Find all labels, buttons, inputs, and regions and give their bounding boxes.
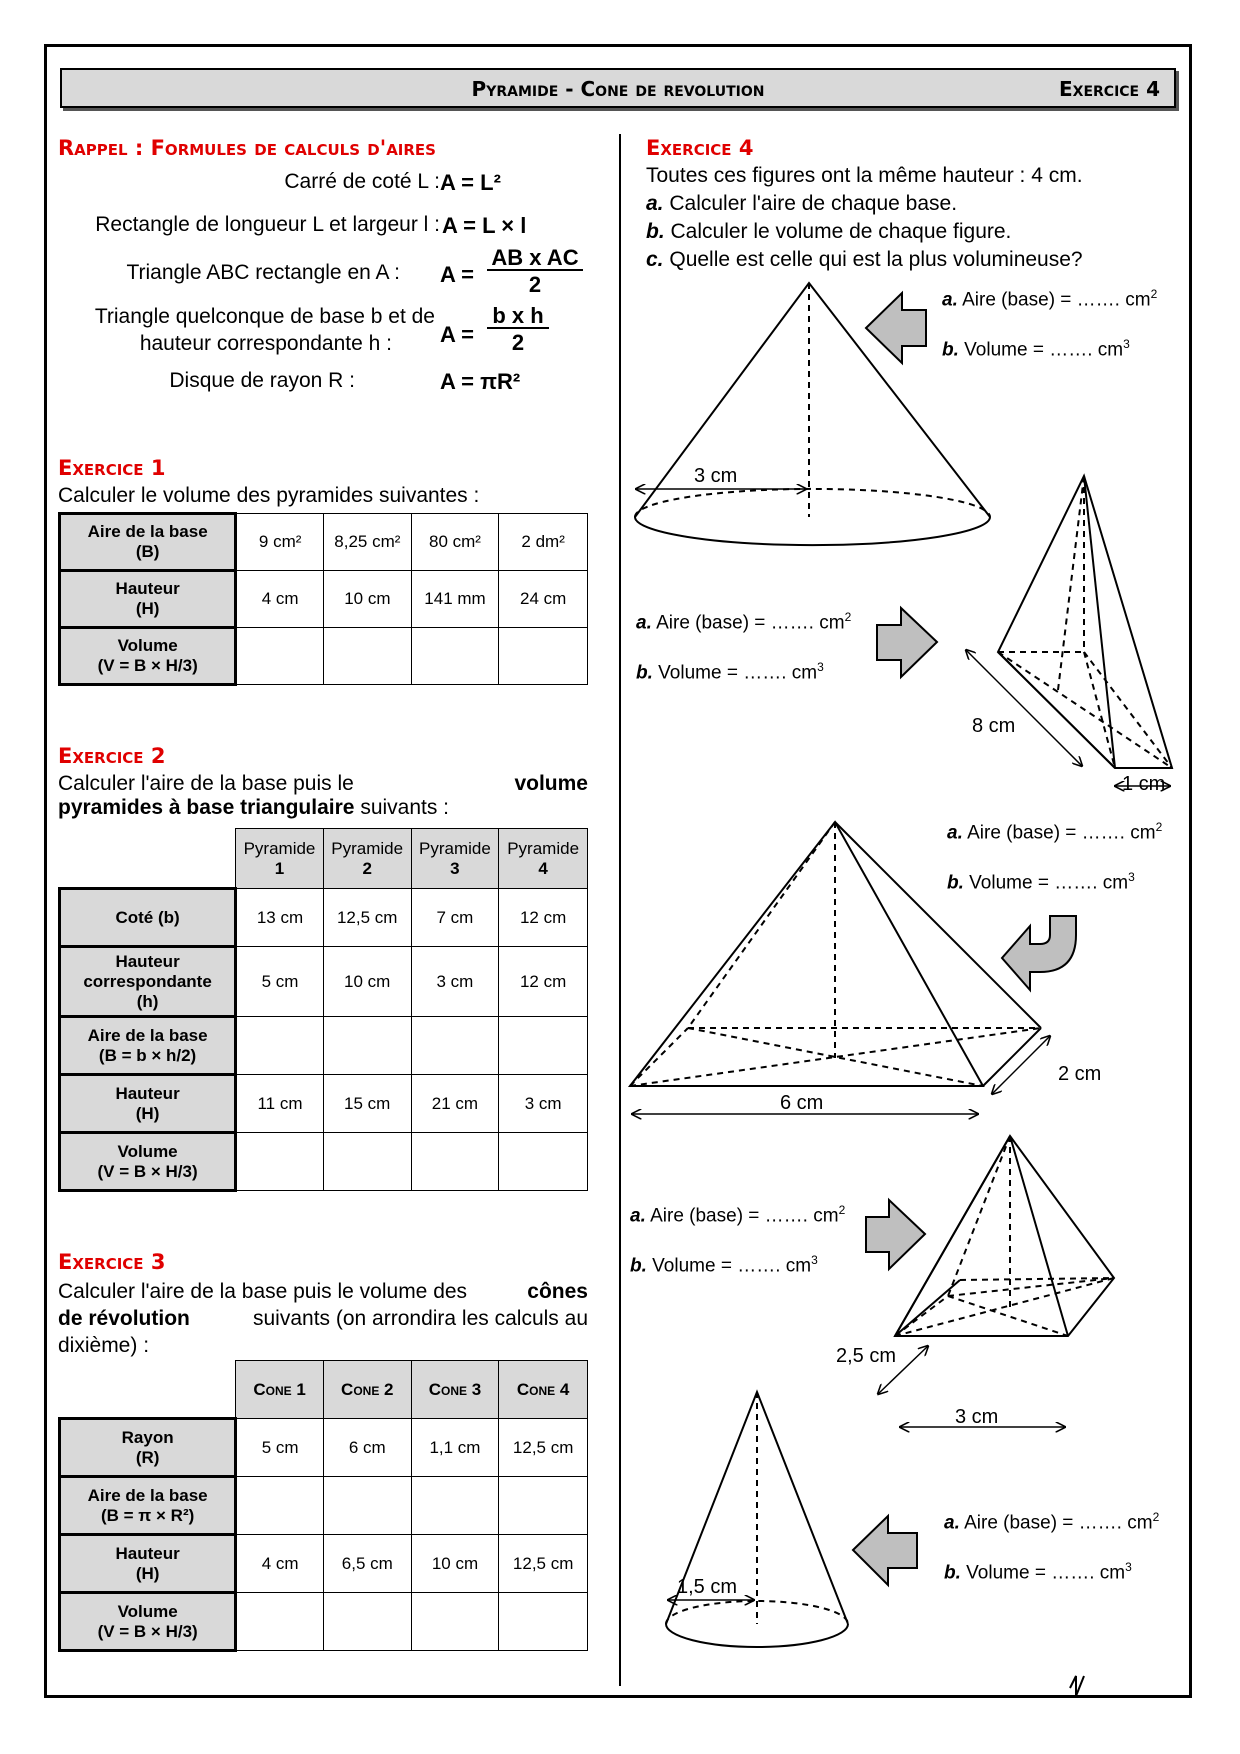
table-row: Coté (b) 13 cm 12,5 cm 7 cm 12 cm bbox=[60, 889, 588, 947]
formula-label-triangle-1: Triangle quelconque de base b et de bbox=[94, 305, 435, 328]
cone-figure-2 bbox=[666, 1392, 848, 1647]
dim-rect-depth: 2 cm bbox=[1058, 1063, 1102, 1085]
formula-triangle-num: b x h bbox=[487, 305, 549, 329]
table-row: Rayon (R) 5 cm 6 cm 1,1 cm 12,5 cm bbox=[60, 1419, 588, 1477]
table-header-row: Cone 1 Cone 2 Cone 3 Cone 4 bbox=[60, 1361, 588, 1419]
formula-label-disque: Disque de rayon R : bbox=[169, 369, 355, 392]
table-cell: 2 dm² bbox=[499, 514, 588, 571]
fig1-volume: b. Volume = ……. $cm^3$ bbox=[942, 337, 1130, 361]
formula-label-rectangle: Rectangle de longueur L et largeur l : bbox=[95, 213, 440, 236]
row-header: Aire de la base (B) bbox=[60, 514, 236, 571]
row-header: Volume (V = B × H/3) bbox=[60, 628, 236, 685]
cone-figure-1 bbox=[635, 283, 990, 545]
fig1-aire: a. Aire (base) = ……. $cm^2$ bbox=[942, 287, 1158, 311]
table-header-row: Pyramide 1 Pyramide 2 Pyramide 3 Pyramide 4 bbox=[60, 829, 588, 889]
arrow-left-icon bbox=[866, 293, 926, 363]
ex4-intro: Toutes ces figures ont la même hauteur : 4 cm. bbox=[646, 164, 1083, 187]
table-cell: 8,25 cm² bbox=[324, 514, 412, 571]
fig4-aire: a. Aire (base) = ……. $cm^2$ bbox=[630, 1203, 846, 1227]
formula-label-triangle-rect: Triangle ABC rectangle en A : bbox=[126, 261, 400, 284]
formula-triangle-lhs: A = bbox=[440, 322, 475, 347]
arrow-right-icon bbox=[866, 1200, 925, 1269]
formula-label-carre: Carré de coté L : bbox=[284, 170, 440, 193]
table-row: Aire de la base (B = π × R²) bbox=[60, 1477, 588, 1535]
formula-triangle-rect-num: AB x AC bbox=[487, 247, 583, 271]
ex4-question-a: a. Calculer l'aire de chaque base. bbox=[646, 192, 958, 215]
ex3-title: Exercice 3 bbox=[58, 1250, 166, 1274]
formula-triangle-rect-den: 2 bbox=[528, 272, 542, 297]
dim-pent-side: 3 cm bbox=[955, 1406, 999, 1428]
triangular-pyramid-figure bbox=[966, 476, 1172, 786]
table-row: Volume (V = B × H/3) bbox=[60, 1593, 588, 1651]
fig3-volume: b. Volume = ……. $cm^3$ bbox=[947, 870, 1135, 894]
ex2-text: Calculer l'aire de la base puis le volume pyramides à base triangulaire suivants : bbox=[58, 772, 588, 819]
dim-pent-depth: 2,5 cm bbox=[836, 1345, 897, 1367]
table-row: Aire de la base (B = b × h/2) bbox=[60, 1017, 588, 1075]
formula-carre: A = L² bbox=[440, 170, 501, 195]
ex4-question-c: c. Quelle est celle qui est la plus volumineuse? bbox=[646, 248, 1083, 271]
table-cell: 141 mm bbox=[411, 571, 499, 628]
dim-cone2-radius: 1,5 cm bbox=[677, 1576, 738, 1598]
arrow-left-icon bbox=[853, 1516, 917, 1585]
ex1-text: Calculer le volume des pyramides suivantes : bbox=[58, 484, 480, 507]
formula-disque: A = πR² bbox=[440, 369, 521, 394]
table-row: Hauteur (H) 11 cm 15 cm 21 cm 3 cm bbox=[60, 1075, 588, 1133]
pentagonal-pyramid-figure bbox=[878, 1136, 1114, 1427]
table-cell: 9 cm² bbox=[236, 514, 324, 571]
table-cell: 24 cm bbox=[499, 571, 588, 628]
dim-rect-width: 6 cm bbox=[780, 1092, 824, 1114]
fig2-volume: b. Volume = ……. $cm^3$ bbox=[636, 660, 824, 684]
fig5-volume: b. Volume = ……. $cm^3$ bbox=[944, 1560, 1132, 1584]
curved-arrow-icon bbox=[1002, 916, 1076, 990]
dim-tri-base: 1 cm bbox=[1122, 773, 1166, 795]
dim-tri-side: 8 cm bbox=[972, 715, 1016, 737]
fig2-aire: a. Aire (base) = ……. $cm^2$ bbox=[636, 610, 852, 634]
ex4-question-b: b. Calculer le volume de chaque figure. bbox=[646, 220, 1012, 243]
formula-triangle-den: 2 bbox=[511, 330, 525, 355]
arrow-right-icon bbox=[877, 608, 937, 677]
rectangular-pyramid-figure bbox=[630, 822, 1050, 1114]
table-row: Hauteur correspondante (h) 5 cm 10 cm 3 cm 12 cm bbox=[60, 947, 588, 1017]
ex3-text: Calculer l'aire de la base puis le volume des cônes de révolution suivants (on arrondira les calculs au dixième) : bbox=[58, 1280, 588, 1357]
table-cell: 4 cm bbox=[236, 571, 324, 628]
rappel-title: Rappel : Formules de calculs d'aires bbox=[58, 136, 436, 160]
fig4-volume: b. Volume = ……. $cm^3$ bbox=[630, 1253, 818, 1277]
table-row: Hauteur (H) 4 cm 6,5 cm 10 cm 12,5 cm bbox=[60, 1535, 588, 1593]
table-row: Volume (V = B × H/3) bbox=[60, 1133, 588, 1191]
formula-triangle-rect-lhs: A = bbox=[440, 262, 475, 287]
fig5-aire: a. Aire (base) = ……. $cm^2$ bbox=[944, 1510, 1160, 1534]
header-exercise: Exercice 4 bbox=[1059, 77, 1160, 101]
ex2-title: Exercice 2 bbox=[58, 744, 166, 768]
fig3-aire: a. Aire (base) = ……. $cm^2$ bbox=[947, 820, 1163, 844]
table-cell: 10 cm bbox=[324, 571, 412, 628]
formula-label-triangle-2: hauteur correspondante h : bbox=[139, 332, 392, 355]
page-title: Pyramide - Cone de revolution bbox=[471, 77, 765, 101]
dim-cone1-radius: 3 cm bbox=[694, 465, 738, 487]
row-header: Hauteur (H) bbox=[60, 571, 236, 628]
table-cell: 80 cm² bbox=[411, 514, 499, 571]
formula-rectangle: A = L × l bbox=[442, 213, 527, 238]
ex1-title: Exercice 1 bbox=[58, 456, 166, 480]
ex4-title: Exercice 4 bbox=[646, 136, 754, 160]
